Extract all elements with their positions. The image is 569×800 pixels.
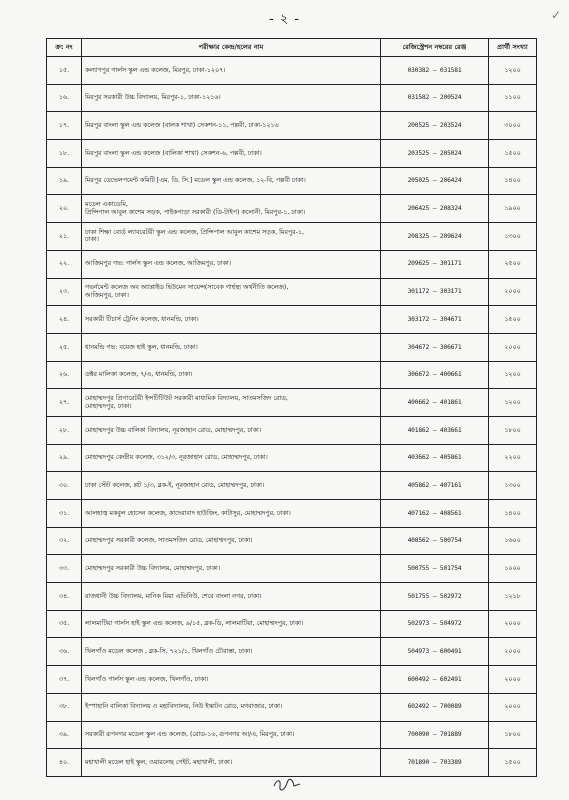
serial-cell: ২৫. [47, 333, 82, 361]
center-name-cell: মোহাম্মদপুর সরকারী কলেজ, সাতমসজিদ রোড, মোহাম্মদপুর, ঢাকা। [82, 527, 381, 555]
candidate-count-cell: ১৩০০ [489, 472, 537, 500]
serial-cell: ৩৫. [47, 610, 82, 638]
center-name-cell: আজিমপুর গভ: গার্লস স্কুল এন্ড কলেজ, আজিমপুর, ঢাকা। [82, 250, 381, 278]
candidate-count-cell: ১৫০০ [489, 306, 537, 334]
candidate-count-cell: ১৬০০ [489, 527, 537, 555]
table-row [47, 389, 537, 417]
candidate-count-cell: ৩০০০ [489, 112, 537, 140]
candidate-count-cell: ১৯০০ [489, 195, 537, 223]
table-row [47, 693, 537, 721]
registration-range-cell: 200525 – 203524 [381, 112, 489, 140]
serial-cell: ১৫. [47, 57, 82, 85]
table-row [47, 610, 537, 638]
table-row [47, 84, 537, 112]
candidate-count-cell: ১৩০০ [489, 223, 537, 251]
serial-cell: ১৭. [47, 112, 82, 140]
candidate-count-cell: ১৮০০ [489, 416, 537, 444]
candidate-count-cell: ২২০০ [489, 444, 537, 472]
registration-range-cell: 403662 – 405861 [381, 444, 489, 472]
table-row [47, 472, 537, 500]
serial-cell: ২২. [47, 250, 82, 278]
signature-icon [272, 776, 302, 792]
table-row [47, 638, 537, 666]
registration-range-cell: 206425 – 208324 [381, 195, 489, 223]
candidate-count-cell: ১২০০ [489, 361, 537, 389]
registration-range-cell: 301172 – 303171 [381, 278, 489, 306]
registration-range-cell: 031582 – 200524 [381, 84, 489, 112]
center-name-cell: মিরপুর ডেভেলপমেন্ট কমিটি [এম. ডি. সি.] মডেল স্কুল এন্ড কলেজ, ১২-বি, পল্লবী ঢাকা। [82, 167, 381, 195]
table-row [47, 416, 537, 444]
candidate-count-cell: ১৪০০ [489, 500, 537, 528]
table-row [47, 333, 537, 361]
serial-cell: ২৭. [47, 389, 82, 417]
column-header-serial: ক্র: নং [47, 39, 82, 57]
candidate-count-cell: ২০০০ [489, 666, 537, 694]
table-row [47, 306, 537, 334]
serial-cell: ২৬. [47, 361, 82, 389]
serial-cell: ১৯. [47, 167, 82, 195]
center-name-cell: মডেল একাডেমি, প্রিন্সিপাল আবুল কাশেম সড়ক, পাইকপাড়া সরকারী (ডি-টাইপ) কলোনী, মিরপুর-১, ঢাকা। [82, 195, 381, 223]
registration-range-cell: 304672 – 306671 [381, 333, 489, 361]
center-name-cell: ডক্টর মালিকা কলেজ, ৭/এ, ধানমন্ডি, ঢাকা। [82, 361, 381, 389]
center-name-cell: ঢাকা শিক্ষা বোর্ড ল্যাবরেটরী স্কুল এন্ড কলেজ, প্রিন্সিপাল আবুল কাশেম সড়ক, মিরপুর-১, ঢাকা। [82, 223, 381, 251]
registration-range-cell: 401862 – 403661 [381, 416, 489, 444]
registration-range-cell: 030382 – 031581 [381, 57, 489, 85]
column-header-center-name: পরীক্ষার কেন্দ্র/হলের নাম [82, 39, 381, 57]
serial-cell: ২৩. [47, 278, 82, 306]
table-row [47, 555, 537, 583]
page-number: - ২ - [268, 12, 301, 27]
serial-cell: ৩২. [47, 527, 82, 555]
registration-range-cell: 500755 – 501754 [381, 555, 489, 583]
table-row [47, 583, 537, 611]
center-name-cell: সরকারী টিচার্স ট্রেনিং কলেজ, ধানমন্ডি, ঢাকা। [82, 306, 381, 334]
registration-range-cell: 701890 – 703389 [381, 749, 489, 777]
candidate-count-cell: ২০০০ [489, 638, 537, 666]
table-row [47, 140, 537, 168]
registration-range-cell: 501755 – 502972 [381, 583, 489, 611]
serial-cell: ২৮. [47, 416, 82, 444]
serial-cell: ৩১. [47, 500, 82, 528]
candidate-count-cell: ১২০০ [489, 389, 537, 417]
table-row [47, 57, 537, 85]
candidate-count-cell: ১৫০০ [489, 749, 537, 777]
center-name-cell: মোহাম্মদপুর প্রিপারেটরী ইন্সটিটিউট সরকারী মাধ্যমিক বিদ্যালয়, সাতমসজিদ রোড, মোহাম্মদপুর, ঢাকা। [82, 389, 381, 417]
candidate-count-cell: ১২০০ [489, 57, 537, 85]
table-row [47, 361, 537, 389]
registration-range-cell: 602492 – 700089 [381, 693, 489, 721]
center-name-cell: মোহাম্মদপুর সরকারী উচ্চ বিদ্যালয়, মোহাম্মদপুর, ঢাকা। [82, 555, 381, 583]
center-name-cell: খিলগাঁও মডেল কলেজ , ব্লক-সি, ৭২১/১, খিলগাঁও চৌরাস্তা, ঢাকা। [82, 638, 381, 666]
exam-center-table [46, 38, 537, 777]
table-row [47, 721, 537, 749]
center-name-cell: লালমাটিয়া গার্লস হাই স্কুল এন্ড কলেজ, ৯/১৫, ব্লক-ডি, লালমাটিয়া, মোহাম্মদপুর, ঢাকা। [82, 610, 381, 638]
table-header-row [47, 39, 537, 57]
center-name-cell: ঢাকা স্টেট কলেজ, প্লট ১/৩, ব্লক-ই, নূরজাহান রোড, মোহাম্মদপুর, ঢাকা। [82, 472, 381, 500]
table-row [47, 278, 537, 306]
candidate-count-cell: ১০০০ [489, 555, 537, 583]
registration-range-cell: 408562 – 500754 [381, 527, 489, 555]
registration-range-cell: 208325 – 209624 [381, 223, 489, 251]
table-row [47, 749, 537, 777]
center-name-cell: ধানমন্ডি গভ: বয়েজ হাই স্কুল, ধানমন্ডি, ঢাকা। [82, 333, 381, 361]
serial-cell: ৩৪. [47, 583, 82, 611]
center-name-cell: মিরপুর সরকারী উচ্চ বিদ্যালয়, মিরপুর-১, ঢাকা-১২১৬। [82, 84, 381, 112]
registration-range-cell: 303172 – 304671 [381, 306, 489, 334]
center-name-cell: রাজধানী উচ্চ বিদ্যালয়, মানিক মিয়া এভিনিউ, শেরে বাংলা নগর, ঢাকা। [82, 583, 381, 611]
candidate-count-cell: ১৫০০ [489, 140, 537, 168]
column-header-registration-range: রেজিস্ট্রেশন নম্বরের রেঞ্জ [381, 39, 489, 57]
center-name-cell: ইস্পাহানি বালিকা বিদ্যালয় ও মহাবিদ্যালয়, নিউ ইস্কাটন রোড, মগবাজার, ঢাকা। [82, 693, 381, 721]
table-row [47, 666, 537, 694]
center-name-cell: সরকারী রূপনগর মডেল স্কুল এন্ড কলেজ, (রোড-১৬, রূপনগর আ/এ, মিরপুর, ঢাকা। [82, 721, 381, 749]
center-name-cell: খিলগাঁও গার্লস স্কুল এন্ড কলেজ, খিলগাঁও, ঢাকা। [82, 666, 381, 694]
registration-range-cell: 400662 – 401861 [381, 389, 489, 417]
table-body [47, 57, 537, 777]
table-row [47, 500, 537, 528]
serial-cell: ৩০. [47, 472, 82, 500]
candidate-count-cell: ২০০০ [489, 333, 537, 361]
table-row [47, 195, 537, 223]
center-name-cell: গভর্নমেন্ট কলেজ অব অ্যাপ্লাইড হিউমেন সায়েন্স(সাবেক গার্হস্থ্য অর্থনীতি কলেজ), আজিমপুর, ঢাকা। [82, 278, 381, 306]
registration-range-cell: 203525 – 205024 [381, 140, 489, 168]
center-name-cell: আলহাজ্ব মকবুল হোসেন কলেজ, কাদেরাবাদ হাউজিং, কাটাসুর, মোহাম্মদপুর, ঢাকা। [82, 500, 381, 528]
registration-range-cell: 700090 – 701889 [381, 721, 489, 749]
candidate-count-cell: ২৫০০ [489, 250, 537, 278]
registration-range-cell: 502973 – 504972 [381, 610, 489, 638]
serial-cell: ১৮. [47, 140, 82, 168]
registration-range-cell: 306672 – 400661 [381, 361, 489, 389]
serial-cell: ৩৩. [47, 555, 82, 583]
table-row [47, 223, 537, 251]
registration-range-cell: 209625 – 301171 [381, 250, 489, 278]
center-name-cell: মিরপুর বাংলা স্কুল এন্ড কলেজ (বালক শাখা) সেকশন-১১, পল্লবী, ঢাকা-১২১৬ [82, 112, 381, 140]
center-name-cell: মোহাম্মদপুর উচ্চ বালিকা বিদ্যালয়, নূরজাহান রোড, মোহাম্মদপুর, ঢাকা। [82, 416, 381, 444]
candidate-count-cell: ১২১৮ [489, 583, 537, 611]
registration-range-cell: 205025 – 206424 [381, 167, 489, 195]
table-row [47, 444, 537, 472]
candidate-count-cell: ২০০০ [489, 610, 537, 638]
column-header-candidate-count: প্রার্থী সংখ্যা [489, 39, 537, 57]
serial-cell: ৩৮. [47, 693, 82, 721]
center-name-cell: মহাখালী মডেল হাই স্কুল, ওয়ারলেছ গেইট, মহাখালী, ঢাকা। [82, 749, 381, 777]
table-row [47, 250, 537, 278]
serial-cell: ৩৬. [47, 638, 82, 666]
candidate-count-cell: ১৪০০ [489, 167, 537, 195]
serial-cell: ২৯. [47, 444, 82, 472]
center-name-cell: মোহাম্মদপুর কেন্দ্রীয় কলেজ, ৩১২/৩, নূরজাহান রোড, মোহাম্মদপুর, ঢাকা। [82, 444, 381, 472]
registration-range-cell: 407162 – 408561 [381, 500, 489, 528]
serial-cell: ২৪. [47, 306, 82, 334]
center-name-cell: মিরপুর বাংলা স্কুল এন্ড কলেজ (বালিকা শাখা) সেকশন-৬, পল্লবী, ঢাকা। [82, 140, 381, 168]
serial-cell: ৪০. [47, 749, 82, 777]
candidate-count-cell: ২০০০ [489, 693, 537, 721]
candidate-count-cell: ২০০০ [489, 278, 537, 306]
table-row [47, 112, 537, 140]
registration-range-cell: 600492 – 602491 [381, 666, 489, 694]
registration-range-cell: 405862 – 407161 [381, 472, 489, 500]
candidate-count-cell: ১১০০ [489, 84, 537, 112]
table-row [47, 167, 537, 195]
registration-range-cell: 504973 – 600491 [381, 638, 489, 666]
serial-cell: ২০. [47, 195, 82, 223]
serial-cell: ১৬. [47, 84, 82, 112]
serial-cell: ৩৭. [47, 666, 82, 694]
center-name-cell: কল্যাণপুর গার্লস স্কুল এন্ড কলেজ, মিরপুর, ঢাকা-১২০৭। [82, 57, 381, 85]
corner-check-mark: ✓ [550, 8, 561, 22]
serial-cell: ২১. [47, 223, 82, 251]
candidate-count-cell: ১৮০০ [489, 721, 537, 749]
serial-cell: ৩৯. [47, 721, 82, 749]
table-row [47, 527, 537, 555]
